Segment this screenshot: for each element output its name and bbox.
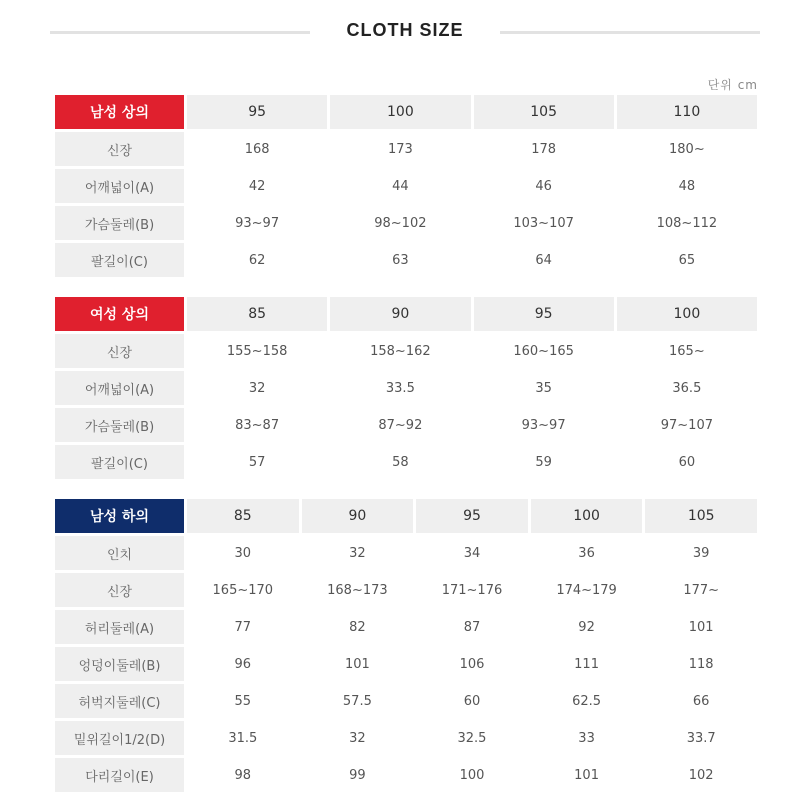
size-value: 60 <box>617 445 757 479</box>
size-value: 31.5 <box>187 721 299 755</box>
size-value: 57 <box>187 445 327 479</box>
size-value: 158~162 <box>330 334 470 368</box>
size-value: 36 <box>531 536 643 570</box>
table-row <box>55 684 757 718</box>
row-label: 어깨넓이(A) <box>55 371 184 405</box>
size-header-row <box>55 499 757 533</box>
size-value: 92 <box>531 610 643 644</box>
size-value: 180~ <box>617 132 757 166</box>
size-value: 33.7 <box>645 721 757 755</box>
size-value: 39 <box>645 536 757 570</box>
size-value: 102 <box>645 758 757 792</box>
size-header: 100 <box>617 297 757 331</box>
size-value: 62.5 <box>531 684 643 718</box>
size-header: 85 <box>187 499 299 533</box>
size-value: 46 <box>474 169 614 203</box>
size-value: 58 <box>330 445 470 479</box>
size-value: 32 <box>302 721 414 755</box>
size-value: 44 <box>330 169 470 203</box>
table-row <box>55 721 757 755</box>
row-label: 팔길이(C) <box>55 243 184 277</box>
table-label: 남성 하의 <box>55 499 184 533</box>
size-value: 93~97 <box>474 408 614 442</box>
table-row <box>55 536 757 570</box>
size-value: 48 <box>617 169 757 203</box>
size-header: 105 <box>474 95 614 129</box>
row-label: 인치 <box>55 536 184 570</box>
page-header <box>0 0 800 64</box>
size-value: 98 <box>187 758 299 792</box>
row-label: 허리둘레(A) <box>55 610 184 644</box>
size-value: 168 <box>187 132 327 166</box>
size-header-row <box>55 95 757 129</box>
size-value: 103~107 <box>474 206 614 240</box>
size-value: 32.5 <box>416 721 528 755</box>
size-value: 32 <box>302 536 414 570</box>
size-value: 98~102 <box>330 206 470 240</box>
page-title: CLOTH SIZE <box>346 20 464 40</box>
size-value: 100 <box>416 758 528 792</box>
size-value: 108~112 <box>617 206 757 240</box>
unit-label: 단위 cm <box>707 78 758 92</box>
size-header: 105 <box>645 499 757 533</box>
size-value: 96 <box>187 647 299 681</box>
row-label: 밑위길이1/2(D) <box>55 721 184 755</box>
row-label: 팔길이(C) <box>55 445 184 479</box>
size-header: 90 <box>302 499 414 533</box>
table-row <box>55 334 757 368</box>
size-header: 85 <box>187 297 327 331</box>
size-value: 171~176 <box>416 573 528 607</box>
size-value: 168~173 <box>302 573 414 607</box>
table-row <box>55 647 757 681</box>
size-header: 95 <box>416 499 528 533</box>
table-row <box>55 169 757 203</box>
row-label: 신장 <box>55 132 184 166</box>
size-value: 42 <box>187 169 327 203</box>
size-value: 118 <box>645 647 757 681</box>
table-row <box>55 445 757 479</box>
size-value: 165~ <box>617 334 757 368</box>
size-value: 35 <box>474 371 614 405</box>
table-row <box>55 243 757 277</box>
size-value: 93~97 <box>187 206 327 240</box>
size-value: 101 <box>531 758 643 792</box>
size-value: 101 <box>645 610 757 644</box>
size-value: 32 <box>187 371 327 405</box>
row-label: 어깨넓이(A) <box>55 169 184 203</box>
size-value: 33 <box>531 721 643 755</box>
size-value: 165~170 <box>187 573 299 607</box>
size-value: 34 <box>416 536 528 570</box>
size-value: 87 <box>416 610 528 644</box>
size-value: 83~87 <box>187 408 327 442</box>
row-label: 다리길이(E) <box>55 758 184 792</box>
size-value: 64 <box>474 243 614 277</box>
size-value: 111 <box>531 647 643 681</box>
size-value: 99 <box>302 758 414 792</box>
table-row <box>55 408 757 442</box>
size-value: 106 <box>416 647 528 681</box>
size-value: 155~158 <box>187 334 327 368</box>
size-value: 65 <box>617 243 757 277</box>
size-value: 174~179 <box>531 573 643 607</box>
size-value: 62 <box>187 243 327 277</box>
size-value: 173 <box>330 132 470 166</box>
size-value: 77 <box>187 610 299 644</box>
row-label: 가슴둘레(B) <box>55 206 184 240</box>
size-value: 55 <box>187 684 299 718</box>
table-row <box>55 371 757 405</box>
size-value: 66 <box>645 684 757 718</box>
table-label: 남성 상의 <box>55 95 184 129</box>
size-value: 57.5 <box>302 684 414 718</box>
size-value: 30 <box>187 536 299 570</box>
table-row <box>55 573 757 607</box>
size-value: 33.5 <box>330 371 470 405</box>
size-value: 101 <box>302 647 414 681</box>
size-value: 60 <box>416 684 528 718</box>
row-label: 신장 <box>55 573 184 607</box>
size-header: 90 <box>330 297 470 331</box>
header-divider-right <box>500 31 760 34</box>
row-label: 허벅지둘레(C) <box>55 684 184 718</box>
table-label: 여성 상의 <box>55 297 184 331</box>
size-value: 36.5 <box>617 371 757 405</box>
womens-top-size-table <box>52 294 760 482</box>
size-value: 97~107 <box>617 408 757 442</box>
size-value: 178 <box>474 132 614 166</box>
table-row <box>55 132 757 166</box>
table-row <box>55 610 757 644</box>
size-value: 82 <box>302 610 414 644</box>
size-value: 59 <box>474 445 614 479</box>
size-header: 100 <box>330 95 470 129</box>
table-row <box>55 758 757 792</box>
size-header: 95 <box>187 95 327 129</box>
size-header: 95 <box>474 297 614 331</box>
size-value: 177~ <box>645 573 757 607</box>
size-value: 160~165 <box>474 334 614 368</box>
header-divider-left <box>50 31 310 34</box>
table-row <box>55 206 757 240</box>
size-header: 100 <box>531 499 643 533</box>
row-label: 엉덩이둘레(B) <box>55 647 184 681</box>
size-value: 63 <box>330 243 470 277</box>
size-value: 87~92 <box>330 408 470 442</box>
mens-top-size-table <box>52 92 760 280</box>
size-header-row <box>55 297 757 331</box>
size-header: 110 <box>617 95 757 129</box>
row-label: 신장 <box>55 334 184 368</box>
row-label: 가슴둘레(B) <box>55 408 184 442</box>
mens-bottom-size-table <box>52 496 760 795</box>
